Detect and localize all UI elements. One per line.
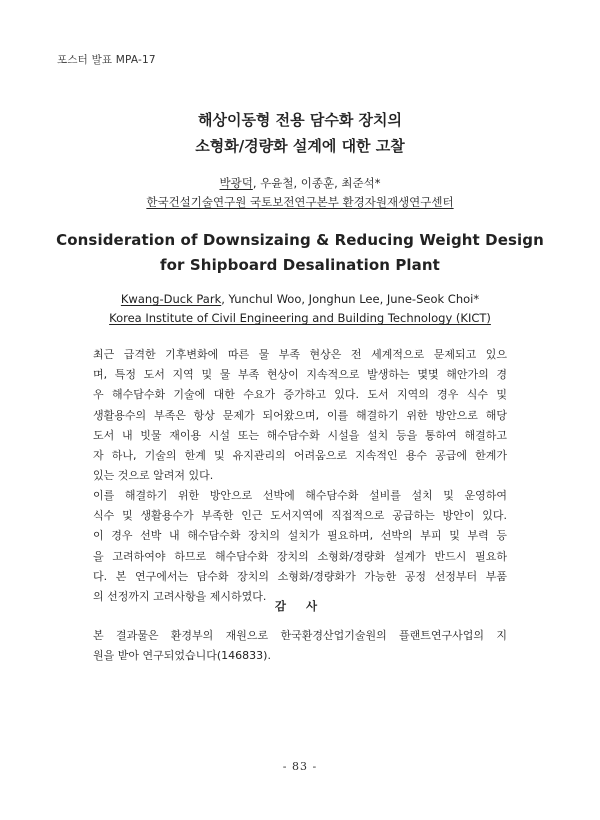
body-paragraph-2	[93, 486, 507, 607]
body-line: 본 결과물은 환경부의 재원으로 한국환경산업기술원의 플랜트연구사업의 지	[93, 629, 507, 642]
english-affiliation-text: Korea Institute of Civil Engineering and Building Technology (KICT)	[109, 311, 491, 325]
page-number: - 83 -	[282, 760, 318, 773]
body-line: 도서 내 빗물 재이용 시설 또는 해수담수화 시설을 설치 등을 통하여 해결하고	[93, 428, 507, 442]
body-line: 최근 급격한 기후변화에 따른 물 부족 현상은 전 세계적으로 문제되고 있으	[93, 348, 507, 361]
session-label: 포스터 발표 MPA-17	[57, 54, 156, 66]
body-line: 우 해수담수화 기술에 대한 수요가 증가하고 있다. 도서 지역의 경우 식수 및	[93, 388, 507, 402]
body-line: 원을 받아 연구되었습니다(146833).	[93, 649, 271, 663]
english-coauthors: , Yunchul Woo, Jonghun Lee, June-Seok Choi*	[221, 292, 480, 306]
english-first-author: Kwang-Duck Park	[120, 292, 222, 306]
acknowledgement-heading: 감 사	[274, 599, 326, 613]
korean-first-author: 박광덕	[219, 176, 253, 190]
body-line: 자 하나, 기술의 한계 및 유지관리의 어려움으로 지속적인 용수 공급에 한계가	[93, 449, 507, 463]
english-authors	[0, 292, 600, 306]
body-paragraph-1	[93, 345, 507, 486]
body-line: 의 선정까지 고려사항을 제시하였다.	[93, 590, 267, 604]
korean-title-line2: 소형화/경량화 설계에 대한 고찰	[195, 137, 405, 155]
english-title-line2: for Shipboard Desalination Plant	[160, 256, 440, 274]
korean-authors	[0, 175, 600, 191]
korean-affiliation	[0, 194, 600, 210]
korean-title-line1: 해상이동형 전용 담수화 장치의	[197, 111, 403, 129]
english-affiliation	[0, 311, 600, 325]
body-line: 있는 것으로 알려져 있다.	[93, 469, 214, 483]
korean-affiliation-text: 한국건설기술연구원 국토보전연구본부 환경자원재생연구센터	[146, 195, 454, 209]
korean-coauthors: , 우윤철, 이종훈, 최준석*	[252, 176, 381, 190]
body-line: 이를 해결하기 위한 방안으로 선박에 해수담수화 설비를 설치 및 운영하여	[93, 489, 507, 502]
english-title-line1: Consideration of Downsizaing & Reducing Weight Design	[56, 231, 544, 249]
body-line: 을 고려하여야 하므로 해수담수화 장치의 소형화/경량화 설계가 반드시 필요하	[93, 549, 507, 563]
body-line: 식수 및 생활용수가 부족한 인근 도서지역에 직접적으로 공급하는 방안이 있다.	[93, 509, 507, 523]
acknowledgement-text	[93, 626, 507, 666]
body-line: 이 경우 선박 내 해수담수화 장치의 설치가 필요하며, 선박의 부피 및 부력 등	[93, 529, 507, 543]
body-line: 다. 본 연구에서는 담수화 장치의 소형화/경량화가 가능한 공정 선정부터 부품	[93, 569, 507, 583]
body-line: 생활용수의 부족은 항상 문제가 되어왔으며, 이를 해결하기 위한 방안으로 해당	[93, 408, 507, 422]
body-line: 며, 특정 도서 지역 및 물 부족 현상이 지속적으로 발생하는 몇몇 해안가의 경	[93, 368, 507, 382]
